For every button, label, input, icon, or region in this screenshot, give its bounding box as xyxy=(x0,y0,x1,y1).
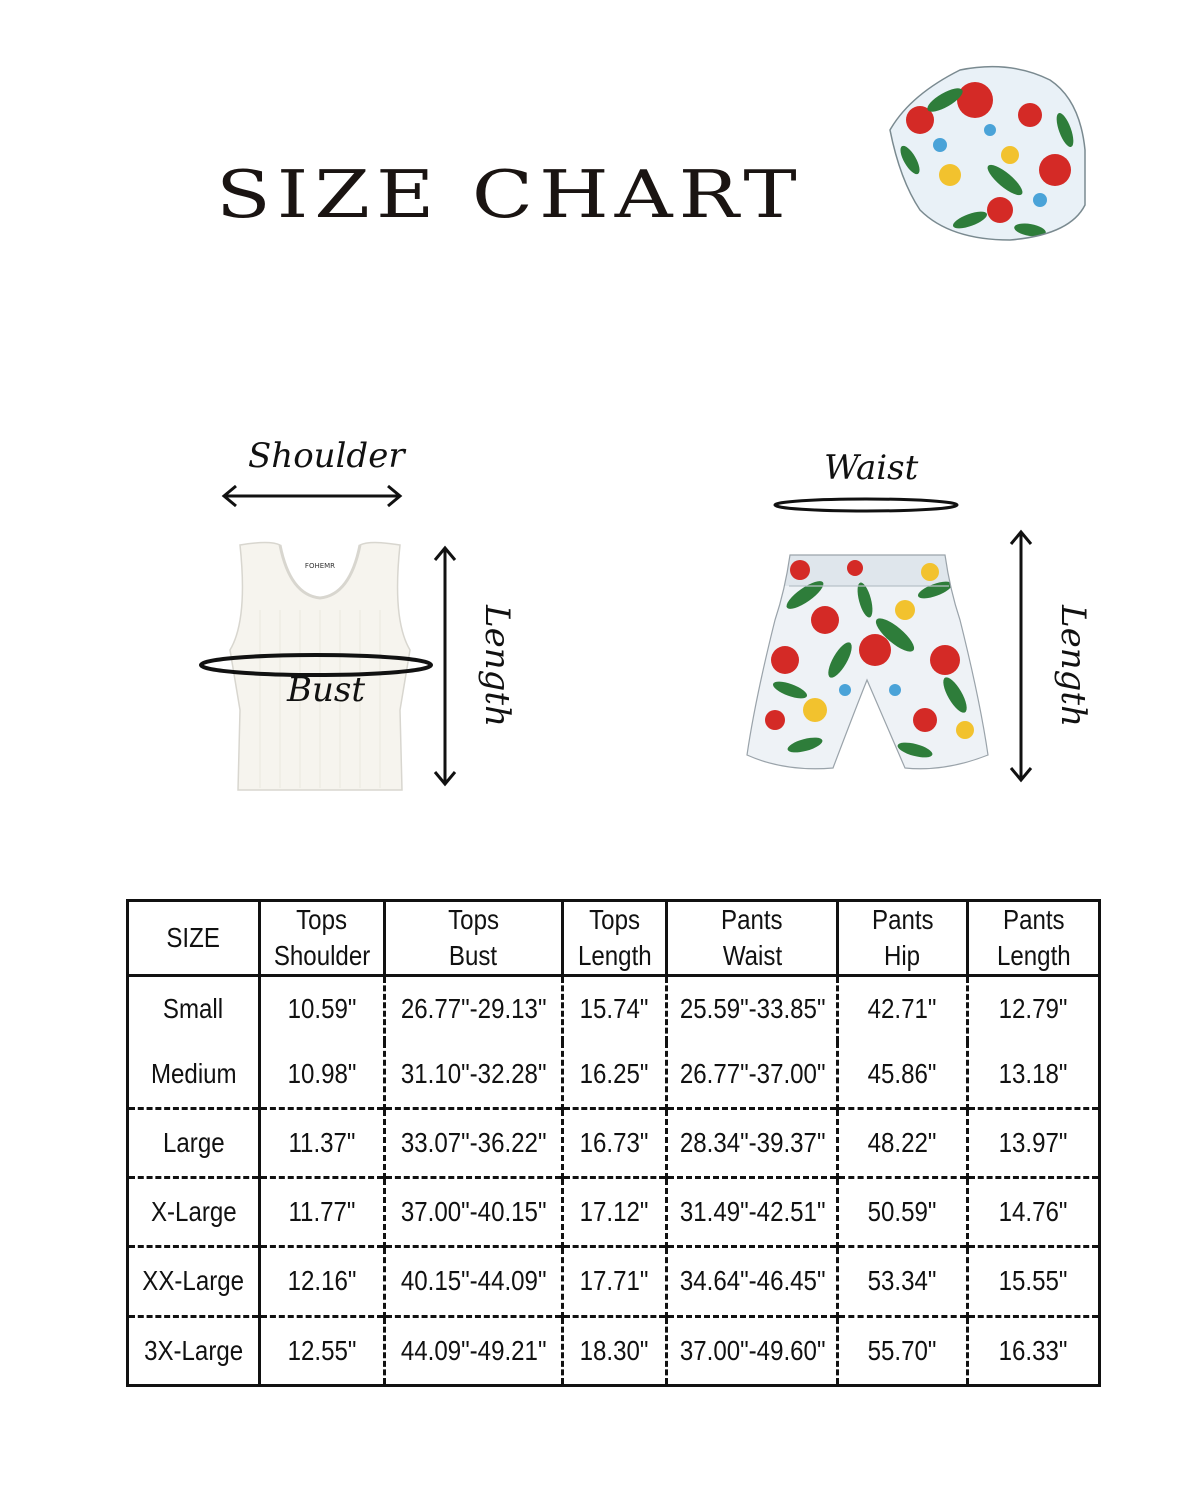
table-cell: 34.64"-46.45" xyxy=(667,1247,838,1316)
table-cell: 16.33" xyxy=(968,1316,1100,1385)
table-cell: 55.70" xyxy=(838,1316,968,1385)
table-cell: 14.76" xyxy=(968,1178,1100,1247)
table-cell: 12.79" xyxy=(968,976,1100,1042)
size-name-cell: 3X-Large xyxy=(128,1316,260,1385)
table-cell: 17.12" xyxy=(563,1178,667,1247)
header-tops-length: Tops Length xyxy=(563,901,667,976)
waist-line xyxy=(772,496,960,514)
table-cell: 18.30" xyxy=(563,1316,667,1385)
bust-label: Bust xyxy=(287,670,365,710)
table-cell: 10.59" xyxy=(260,976,385,1042)
table-cell: 33.07"-36.22" xyxy=(385,1108,563,1177)
floral-shorts-image xyxy=(745,550,990,772)
table-cell: 31.10"-32.28" xyxy=(385,1042,563,1108)
table-row xyxy=(128,1247,1100,1316)
table-cell: 10.98" xyxy=(260,1042,385,1108)
size-name-cell: Small xyxy=(128,976,260,1042)
table-cell: 42.71" xyxy=(838,976,968,1042)
header-size: SIZE xyxy=(128,901,260,976)
table-cell: 13.18" xyxy=(999,1058,1068,1090)
table-cell: 26.77"-29.13" xyxy=(385,976,563,1042)
top-length-label: Length xyxy=(476,605,517,727)
size-name-cell: Medium xyxy=(128,1042,260,1108)
table-cell: 40.15"-44.09" xyxy=(385,1247,563,1316)
table-cell: 15.55" xyxy=(968,1247,1100,1316)
table-cell: 11.77" xyxy=(260,1178,385,1247)
table-cell: 15.74" xyxy=(563,976,667,1042)
table-cell: 13.97" xyxy=(968,1108,1100,1177)
size-name-cell: Large xyxy=(128,1108,260,1177)
table-cell: 45.86" xyxy=(838,1042,968,1108)
table-cell: 28.34"-39.37" xyxy=(667,1108,838,1177)
table-cell: 48.22" xyxy=(838,1108,968,1177)
table-cell: 12.16" xyxy=(260,1247,385,1316)
table-row xyxy=(128,1178,1100,1247)
size-name-cell: XX-Large xyxy=(128,1247,260,1316)
table-row xyxy=(128,1316,1100,1385)
table-cell: 53.34" xyxy=(838,1247,968,1316)
table-header-row xyxy=(128,901,1100,976)
table-row xyxy=(128,1042,1100,1108)
table-cell: 37.00"-40.15" xyxy=(385,1178,563,1247)
table-cell: 31.49"-42.51" xyxy=(667,1178,838,1247)
header-pants-length: Pants Length xyxy=(968,901,1100,976)
table-cell: 37.00"-49.60" xyxy=(667,1316,838,1385)
header-tops-shoulder: Tops Shoulder xyxy=(260,901,385,976)
top-length-arrow xyxy=(432,544,458,788)
table-cell: 25.59"-33.85" xyxy=(667,976,838,1042)
header-pants-waist: Pants Waist xyxy=(667,901,838,976)
size-name-cell: X-Large xyxy=(128,1178,260,1247)
bucket-hat-image xyxy=(880,60,1100,260)
pants-length-arrow xyxy=(1008,528,1034,784)
header-pants-hip: Pants Hip xyxy=(838,901,968,976)
table-cell: 26.77"-37.00" xyxy=(667,1042,838,1108)
table-cell: 50.59" xyxy=(838,1178,968,1247)
table-row xyxy=(128,1108,1100,1177)
pants-length-label: Length xyxy=(1052,605,1093,727)
brand-tag: FOHEMR xyxy=(304,562,336,570)
shoulder-arrow xyxy=(220,484,404,508)
table-cell: 11.37" xyxy=(260,1108,385,1177)
table-row xyxy=(128,976,1100,1042)
table-cell: 12.55" xyxy=(260,1316,385,1385)
page-title: SIZE CHART xyxy=(216,156,803,233)
table-cell: 44.09"-49.21" xyxy=(385,1316,563,1385)
header-tops-bust: Tops Bust xyxy=(385,901,563,976)
waist-label: Waist xyxy=(824,448,919,488)
size-table xyxy=(126,899,1101,1387)
shoulder-label: Shoulder xyxy=(248,436,405,476)
table-cell: 16.73" xyxy=(563,1108,667,1177)
table-cell: 17.71" xyxy=(563,1247,667,1316)
table-cell: 16.25" xyxy=(563,1042,667,1108)
